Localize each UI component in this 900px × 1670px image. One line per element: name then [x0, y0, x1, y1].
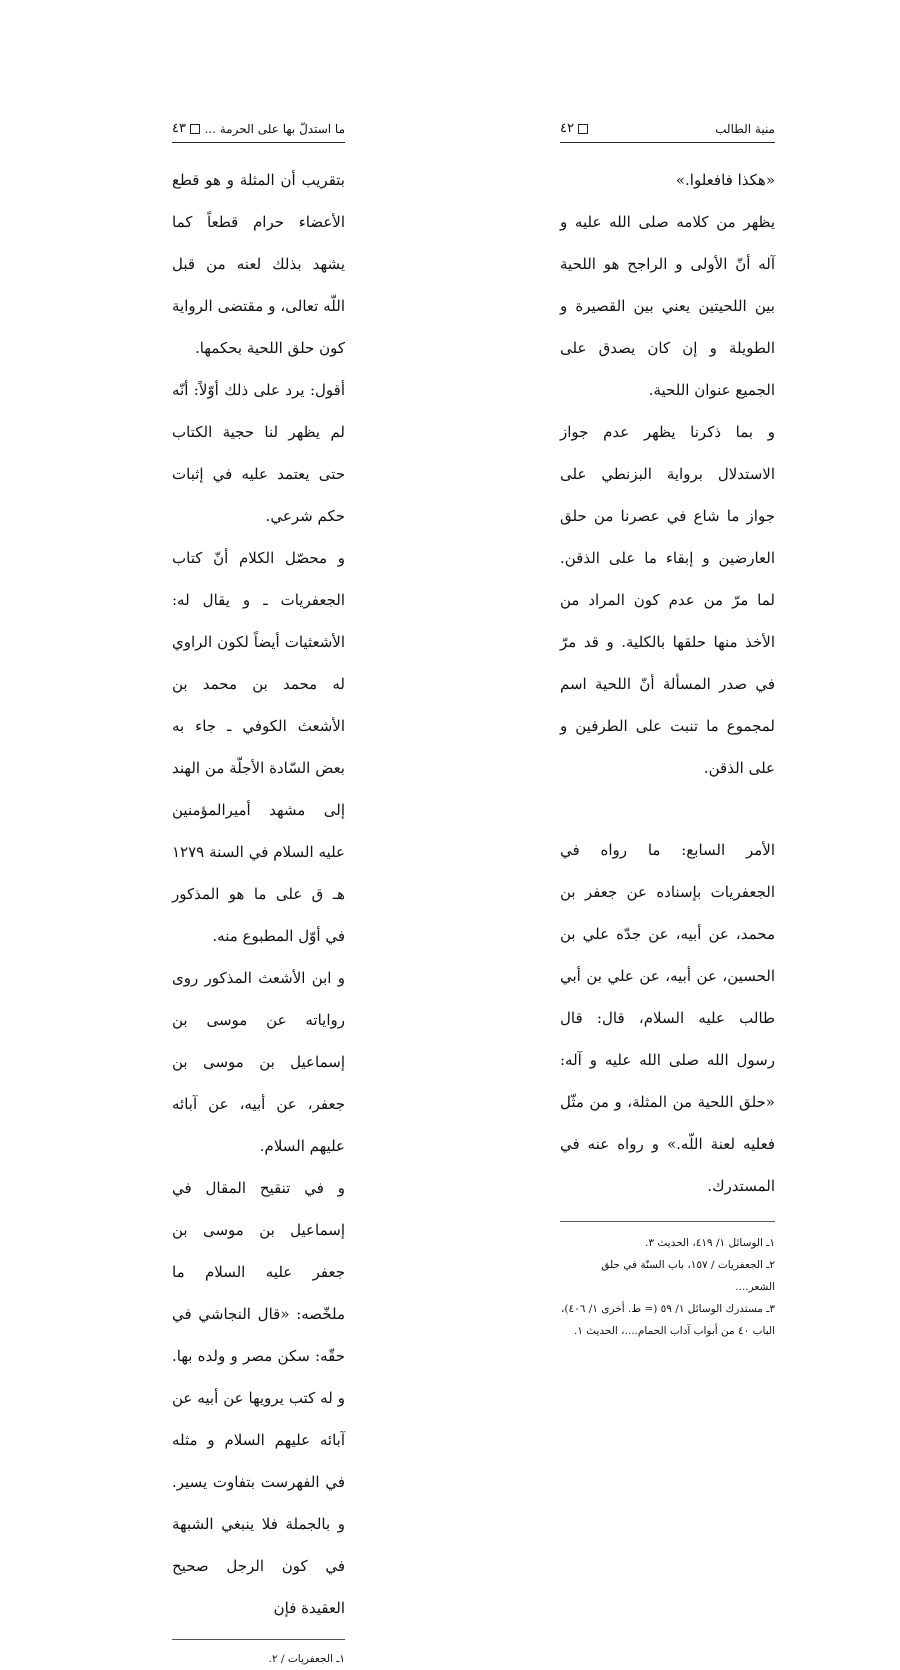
footnote: ٣ـ مستدرك الوسائل ١/ ٥٩ (= ط. أخرى ١/ ٤٠٦)، الباب ٤٠ من أبواب آداب الحمام....، الحديث ١.	[560, 1303, 775, 1337]
footnote: ١ـ الوسائل ١/ ٤١٩، الحديث ٣.	[645, 1237, 775, 1249]
square-icon	[578, 124, 588, 134]
page-number	[560, 120, 588, 138]
page-body	[172, 159, 345, 1629]
page-header	[560, 120, 775, 143]
running-title: ما استدلّ بها على الحرمة ...	[204, 122, 345, 136]
page-body	[560, 159, 775, 1207]
square-icon	[190, 124, 200, 134]
paragraph: و في تنقيح المقال في إسماعيل بن موسى بن جعفر عليه السلام ما ملخّصه: «قال النجاشي في حقّه: سكن مصر و ولده بها. و له كتب يرويها عن أبيه عن آبائه عليهم السلام و مثله في الفهرست بتفاوت يسير. و بالجملة فلا ينبغي الشبهة في كون الرجل صحيح العقيدة فإن	[172, 1179, 345, 1617]
page-header	[172, 120, 345, 143]
paragraph: و ابن الأشعث المذكور روى رواياته عن موسى بن إسماعيل بن موسى بن جعفر، عن أبيه، عن آبائه عليهم السلام.	[172, 969, 345, 1155]
footnote: ٢ـ الجعفريات / ١٥٧، باب السنّة في حلق الشعر....	[601, 1259, 775, 1293]
paragraph: «هكذا فافعلوا.»	[675, 171, 775, 189]
paragraph: و محصّل الكلام أنّ كتاب الجعفريات ـ و يقال له: الأشعثيات أيضاً لكون الراوي له محمد بن محمد بن الأشعث الكوفي ـ جاء به بعض السّادة الأجلّة من الهند إلى مشهد أميرالمؤمنين عليه السلام في السنة ١٢٧٩ هـ ق على ما هو المذكور في أوّل المطبوع منه.	[172, 549, 345, 945]
page-number-text: ٤٣	[172, 121, 186, 136]
right-page	[560, 120, 775, 1342]
footnote: ١ـ الجعفريات / ٢.	[268, 1653, 345, 1665]
paragraph: بتقريب أن المثلة و هو قطع الأعضاء حرام قطعاً كما يشهد بذلك لعنه من قبل اللّه تعالى، و مقتضى الرواية كون حلق اللحية بحكمها.	[172, 171, 345, 357]
footnote-rule	[172, 1639, 345, 1640]
page-number	[172, 120, 200, 138]
footnotes	[560, 1232, 775, 1342]
paragraph: أقول: يرد على ذلك أوّلاً: أنّه لم يظهر لنا حجية الكتاب حتى يعتمد عليه في إثبات حكم شرعي.	[172, 381, 345, 525]
left-page	[172, 120, 345, 1670]
paragraph: الأمر السابع: ما رواه في الجعفريات بإسناده عن جعفر بن محمد، عن أبيه، عن جدّه علي بن الحسين، عن أبيه، عن علي بن أبي طالب عليه السلام، قال: قال رسول الله صلى الله عليه و آله: «حلق اللحية من المثلة، و من مثّل فعليه لعنة اللّه.» و رواه عنه في المستدرك.	[560, 841, 775, 1195]
running-title: منية الطالب	[715, 122, 775, 136]
footnotes	[172, 1648, 345, 1670]
footnote-rule	[560, 1221, 775, 1222]
paragraph: يظهر من كلامه صلى الله عليه و آله أنّ الأولى و الراجح هو اللحية بين اللحيتين يعني بين القصيرة و الطويلة و إن كان يصدق على الجميع عنوان اللحية.	[560, 213, 775, 399]
page-number-text: ٤٢	[560, 121, 574, 136]
paragraph: و بما ذكرنا يظهر عدم جواز الاستدلال برواية البزنطي على جواز ما شاع في عصرنا من حلق العارضين و إبقاء ما على الذقن. لما مرّ من عدم كون المراد من الأخذ منها حلقها بالكلية. و قد مرّ في صدر المسألة أنّ اللحية اسم لمجموع ما تنبت على الطرفين و على الذقن.	[560, 423, 775, 777]
